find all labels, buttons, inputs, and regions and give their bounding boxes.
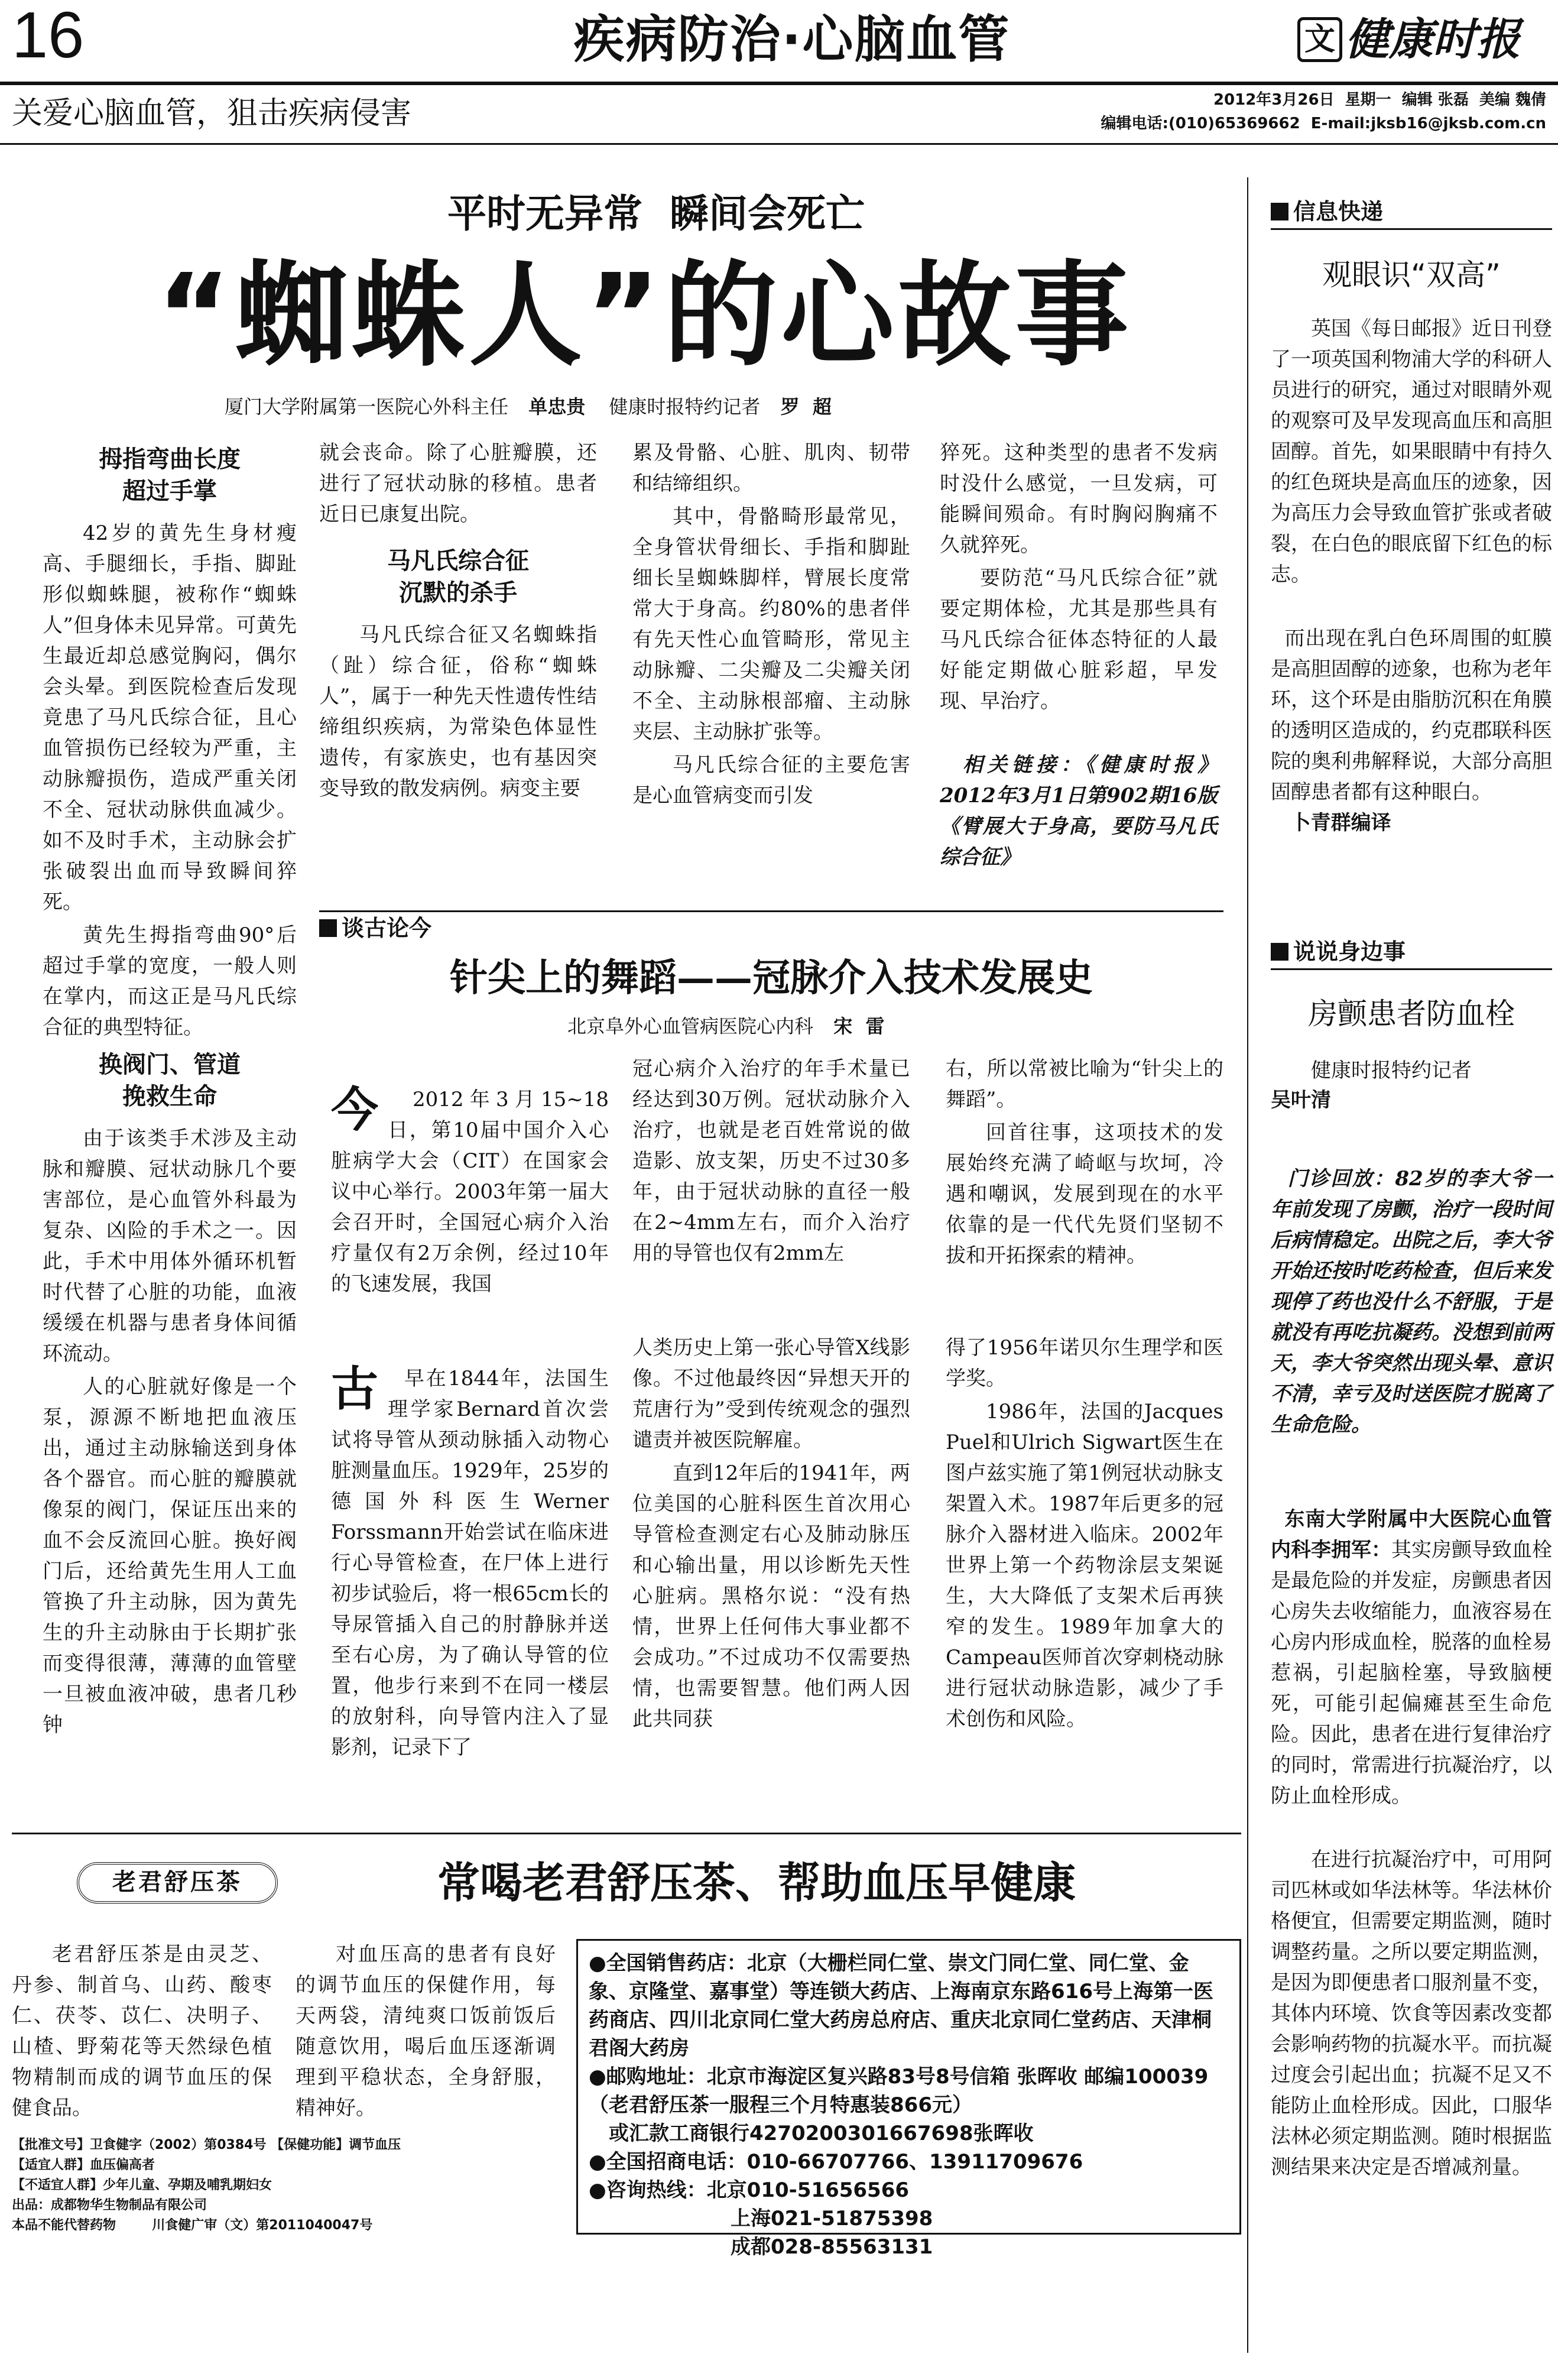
square-icon bbox=[319, 919, 337, 937]
header-date: 2012年3月26日 星期一 编辑 张磊 美编 魏倩 bbox=[1213, 91, 1546, 109]
header-rule-bottom bbox=[0, 143, 1558, 145]
related-link-text: 《健康时报》2012年3月1日第902期16版《臂展大于身高，要防马凡氏综合征》 bbox=[940, 753, 1218, 869]
ad-line: ●邮购地址：北京市海淀区复兴路83号8号信箱 张晖收 邮编100039（老君舒压茶一服程三个月特惠装866元） bbox=[589, 2065, 1209, 2117]
history-byline: 北京阜外心血管病医院心内科 宋 雷 bbox=[567, 1015, 885, 1037]
talk-body bbox=[1271, 1133, 1552, 2185]
paragraph: 马凡氏综合征又名蜘蛛指（趾）综合征，俗称“蜘蛛人”，属于一种先天性遗传性结缔组织疾病，为常染色体显性遗传，有家族史，也有基因突变导致的散发病例。病变主要 bbox=[319, 623, 597, 800]
ad-line: ●全国招商电话：010-66707766、13911709676 bbox=[589, 2150, 1083, 2174]
ad-text-2 bbox=[296, 1939, 556, 2126]
paragraph: 英国《每日邮报》近日刊登了一项英国利物浦大学的科研人员进行的研究，通过对眼睛外观的观察可及早发现高血压和高胆固醇。首先，如果眼睛中有持久的红色斑块是高血压的迹象，因为高压力会导致血管扩张或者破裂，在白色的眼底留下红色的标志。 bbox=[1271, 317, 1552, 586]
ad-line: 上海021-51875398 bbox=[731, 2207, 933, 2230]
square-icon bbox=[1271, 203, 1288, 221]
related-link bbox=[940, 719, 1218, 903]
paragraph: 猝死。这种类型的患者不发病时没什么感觉，一旦发病，可能瞬间殒命。有时胸闷胸痛不久就猝死。 bbox=[940, 441, 1218, 557]
news-credit: 卜青群编译 bbox=[1290, 811, 1391, 835]
gu-col-1 bbox=[331, 1332, 615, 1796]
talk-section-label: 说说身边事 bbox=[1271, 939, 1406, 965]
jin-col-3 bbox=[946, 1053, 1223, 1273]
jin-col-2 bbox=[632, 1053, 910, 1271]
paragraph: 42岁的黄先生身材瘦高、手腿细长，手指、脚趾形似蜘蛛腿，被称作“蜘蛛人”但身体未见异常。可黄先生最近却总感觉胸闷，偶尔会头晕。到医院检查后发现竟患了马凡氏综合征，且心血管损伤已经较为严重，主动脉瓣损伤，造成严重关闭不全、冠状动脉供血减少。如不及时手术，主动脉会扩张破裂出血而导致瞬间猝死。 bbox=[43, 521, 297, 914]
gu-col-2 bbox=[632, 1332, 910, 1737]
sidebar-divider bbox=[1247, 177, 1248, 2353]
paragraph: 古 早在1844年，法国生理学家Bernard首次尝试将导管从颈动脉插入动物心脏测量血压。1929年，25岁的德国外科医生Werner Forssmann开始尝试在临床进行心导管检查，在尸体上进行初步试验后，将一根65cm长的导尿管插入自己的肘静脉并送至右心房，为了确认导管的位置，他步行来到不在同一楼层的放射科，向导管内注入了显影剂，记录下了 bbox=[331, 1361, 615, 1759]
related-link-label: 相关链接： bbox=[962, 753, 1085, 777]
logo-text: 健康时报 bbox=[1345, 14, 1521, 65]
expert-name: 东南大学附属中大医院心血管内科李拥军： bbox=[1271, 1507, 1552, 1562]
history-rule bbox=[319, 910, 1223, 912]
news-rule bbox=[1271, 228, 1552, 230]
ad-fineprint bbox=[12, 2135, 561, 2236]
paragraph: 而出现在乳白色环周围的虹膜是高胆固醇的迹象，也称为老年环，这个环是由脂肪沉积在角膜的透明区造成的，约克郡联科医院的奥利弗解释说，大部分高胆固醇患者都有这种眼白。 卜青群编译 bbox=[1271, 627, 1552, 835]
subhead-thumb: 拇指弯曲长度 超过手掌 bbox=[99, 446, 241, 505]
paragraph: 由于该类手术涉及主动脉和瓣膜、冠状动脉几个要害部位，是心血管外科最为复杂、凶险的手术之一。因此，手术中用体外循环机暂时代替了心脏的功能，血液缓缓在机器与患者身体间循环流动。 bbox=[43, 1127, 297, 1366]
paragraph: 累及骨骼、心脏、肌肉、韧带和结缔组织。 bbox=[632, 441, 910, 495]
paragraph: 回首往事，这项技术的发展始终充满了崎岖与坎坷，冷遇和嘲讽，发展到现在的水平依靠的是一代代先贤们坚韧不拔和开拓探索的精神。 bbox=[946, 1121, 1223, 1267]
header-contact: 编辑电话:(010)65369662 E-mail:jksb16@jksb.com.cn bbox=[1101, 115, 1546, 132]
paragraph: 要防范“马凡氏综合征”就要定期体检，尤其是那些具有马凡氏综合征体态特征的人最好能定期做心脏彩超，早发现、早治疗。 bbox=[940, 566, 1218, 713]
paragraph: 冠心病介入治疗的年手术量已经达到30万例。冠状动脉介入治疗，也就是老百姓常说的做造影、放支架，历史不过30多年，由于冠状动脉的直径一般在2~4mm左右，而介入治疗用的导管也仅有2mm左 bbox=[632, 1057, 910, 1265]
ad-top-rule bbox=[12, 1833, 1241, 1834]
paragraph: 就会丧命。除了心脏瓣膜，还进行了冠状动脉的移植。患者近日已康复出院。 bbox=[319, 441, 597, 526]
paragraph: 右，所以常被比喻为“针尖上的舞蹈”。 bbox=[946, 1057, 1223, 1111]
logo-mark-icon: 文 bbox=[1297, 17, 1342, 62]
jin-col-1 bbox=[331, 1053, 609, 1332]
drop-cap-gu: 古 bbox=[331, 1361, 378, 1416]
ad-headline: 常喝老君舒压茶、帮助血压早健康 bbox=[437, 1857, 1076, 1908]
header-rule bbox=[0, 82, 1558, 85]
ad-small-line: 【批准文号】卫食健字（2002）第0384号 【保健功能】调节血压 bbox=[12, 2138, 401, 2152]
header-slogan: 关爱心脑血管，狙击疾病侵害 bbox=[12, 96, 412, 131]
paragraph: 黄先生拇指弯曲90°后超过手掌的宽度，一般人则在掌内，而这正是马凡氏综合征的典型特征。 bbox=[43, 923, 297, 1039]
news-section-label: 信息快递 bbox=[1271, 199, 1383, 225]
drop-cap-jin: 今 bbox=[331, 1082, 378, 1137]
case-label: 门诊回放： bbox=[1287, 1167, 1395, 1191]
ad-small-line: 出品：成都物华生物制品有限公司 bbox=[12, 2198, 207, 2213]
paragraph: 得了1956年诺贝尔生理学和医学奖。 bbox=[946, 1336, 1223, 1390]
main-byline: 厦门大学附属第一医院心外科主任 单忠贵 健康时报特约记者 罗 超 bbox=[225, 395, 832, 418]
ad-line: 或汇款工商银行4270200301667698张晖收 bbox=[609, 2122, 1034, 2145]
paragraph: 今 2012年3月15~18日，第10届中国介入心脏病学大会（CIT）在国家会议中心举行。2003年第一届大会召开时，全国冠心病介入治疗量仅有2万余例，经过10年的飞速发展，我国 bbox=[331, 1082, 609, 1296]
main-col-3 bbox=[632, 437, 910, 813]
ad-small-line: 本品不能代替药物 川食健广审（文）第2011040047号 bbox=[12, 2218, 373, 2233]
paragraph: 对血压高的患者有良好的调节血压的保健作用，每天两袋，清纯爽口饭前饭后随意饮用，喝后血压逐渐调理到平稳状态，全身舒服，精神好。 bbox=[296, 1943, 556, 2120]
talk-rule bbox=[1271, 968, 1552, 970]
gu-col-3 bbox=[946, 1332, 1230, 1737]
paragraph: 在进行抗凝治疗中，可用阿司匹林或如华法林等。华法林价格便宜，但需要定期监测，随时调整药量。之所以要定期监测，是因为即便患者口服剂量不变，其体内环境、饮食等因素改变都会影响药物的抗凝水平。而抗凝过度会引起出血；抗凝不足又不能防止血栓形成。因此，口服华法林必须定期监测。随时根据监测结果来决定是否增减剂量。 bbox=[1271, 1848, 1552, 2179]
talk-reporter: 健康时报特约记者 吴叶清 bbox=[1271, 1059, 1472, 1112]
ad-small-line: 【不适宜人群】少年儿童、孕期及哺乳期妇女 bbox=[12, 2178, 272, 2193]
paragraph: 东南大学附属中大医院心血管内科李拥军：其实房颤导致血栓是最危险的并发症，房颤患者因心房失去收缩能力，血液容易在心房内形成血栓，脱落的血栓易惹祸，引起脑栓塞，导致脑梗死，可能引起偏瘫甚至生命危险。因此，患者在进行复律治疗的同时，常需进行抗凝治疗，以防止血栓形成。 bbox=[1271, 1507, 1552, 1808]
main-headline: “蜘蛛人”的心故事 bbox=[156, 250, 1132, 382]
square-icon bbox=[1271, 943, 1288, 961]
paragraph: 1986年，法国的Jacques Puel和Ulrich Sigwart医生在图卢兹实施了第1例冠状动脉支架置入术。1987年后更多的冠脉介入器材进入临床。2002年世界上第一个药物涂层支架诞生，大大降低了支架术后再狭窄的发生。1989年加拿大的Campeau医师首次穿刺桡动脉进行冠状动脉造影，减少了手术创伤和风险。 bbox=[946, 1400, 1230, 1731]
masthead-logo bbox=[1297, 13, 1551, 66]
ad-small-line: 【适宜人群】血压偏高者 bbox=[12, 2158, 155, 2173]
ad-line: ●全国销售药店：北京（大栅栏同仁堂、崇文门同仁堂、同仁堂、金象、京隆堂、嘉事堂）等连锁大药店、上海南京东路616号上海第一医药商店、四川北京同仁堂大药房总府店、重庆北京同仁堂药店、天津桐君阁大药房 bbox=[589, 1951, 1213, 2060]
main-col-2 bbox=[319, 437, 597, 806]
paragraph: 人类历史上第一张心导管X线影像。不过他最终因“异想天开的荒唐行为”受到传统观念的强烈谴责并被医院解雇。 bbox=[632, 1336, 910, 1452]
paragraph: 马凡氏综合征的主要危害是心血管病变而引发 bbox=[632, 753, 910, 808]
ad-info-box bbox=[576, 1939, 1241, 2259]
ad-line: 成都028-85563131 bbox=[731, 2235, 933, 2259]
ad-line: ●咨询热线：北京010-51656566 bbox=[589, 2178, 910, 2202]
page-number: 16 bbox=[12, 0, 85, 72]
case-paragraph: 门诊回放：82岁的李大爷一年前发现了房颤，治疗一段时间后病情稳定。出院之后，李大爷开始还按时吃药检查，但后来发现停了药也没什么不舒服，于是就没有再吃抗凝药。没想到前两天，李大爷突然出现头晕、意识不清，幸亏及时送医院才脱离了生命危险。 bbox=[1271, 1167, 1552, 1437]
news-headline: 观眼识“双高” bbox=[1322, 258, 1501, 292]
paragraph: 老君舒压茶是由灵芝、丹参、制首乌、山药、酸枣仁、茯苓、苡仁、决明子、山楂、野菊花等天然绿色植物精制而成的调节血压的保健食品。 bbox=[12, 1943, 272, 2120]
subhead-valve: 换阀门、管道 挽救生命 bbox=[99, 1051, 241, 1110]
history-section-label: 谈古论今 bbox=[319, 915, 431, 941]
main-col-4 bbox=[940, 437, 1218, 906]
paragraph: 直到12年后的1941年，两位美国的心脏科医生首次用心导管检查测定右心及肺动脉压和心输出量，用以诊断先天性心脏病。黑格尔说：“没有热情，世界上任何伟大事业都不会成功。”不过成功不仅需要热情，也需要智慧。他们两人因此共同获 bbox=[632, 1461, 910, 1731]
news-body bbox=[1271, 313, 1552, 871]
paragraph: 人的心脏就好像是一个泵，源源不断地把血液压出，通过主动脉输送到身体各个器官。而心脏的瓣膜就像泵的阀门，保证压出来的血不会反流回心脏。换好阀门后，还给黄先生用人工血管换了升主动脉，因为黄先生的升主动脉由于长期扩张而变得很薄，薄薄的血管壁一旦被血液冲破，患者几秒钟 bbox=[43, 1375, 297, 1737]
subhead-marfan: 马凡氏综合征 沉默的杀手 bbox=[387, 547, 529, 607]
ad-brand-logo: 老君舒压茶 bbox=[77, 1862, 278, 1904]
history-headline: 针尖上的舞蹈——冠脉介入技术发展史 bbox=[450, 956, 1093, 1000]
paragraph: 其中，骨骼畸形最常见，全身管状骨细长、手指和脚趾细长呈蜘蛛脚样，臂展长度常常大于身高。约80%的患者伴有先天性心血管畸形，常见主动脉瓣、二尖瓣及二尖瓣关闭不全、主动脉根部瘤、主动脉夹层、主动脉扩张等。 bbox=[632, 505, 910, 744]
section-title: 疾病防治·心脑血管 bbox=[573, 10, 1011, 69]
main-kicker: 平时无异常 瞬间会死亡 bbox=[447, 190, 865, 236]
main-col-1 bbox=[43, 437, 297, 1743]
talk-headline: 房颤患者防血栓 bbox=[1308, 997, 1515, 1031]
ad-text-1 bbox=[12, 1939, 272, 2126]
